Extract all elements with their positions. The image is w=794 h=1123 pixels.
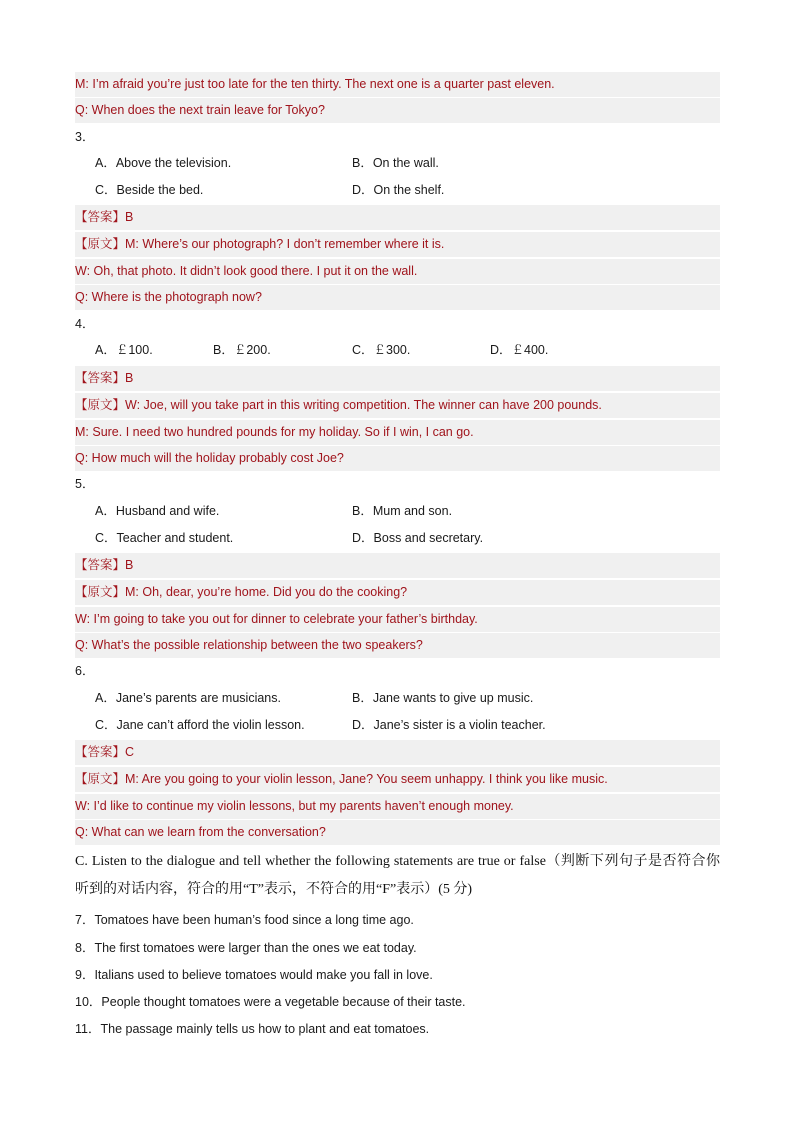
- answer-tag: 【答案】: [75, 371, 126, 385]
- script-tag: 【原文】: [75, 772, 126, 786]
- q4-script-line-1: [75, 393, 720, 418]
- q5-script-line-1: [75, 580, 720, 605]
- answer-tag: 【答案】: [75, 558, 126, 572]
- q3-option-b: B．On the wall.: [352, 156, 439, 170]
- q4-option-a: A．￡100.: [95, 343, 153, 357]
- question-5-number: 5．: [75, 477, 95, 491]
- q4-script-line-2: M: Sure. I need two hundred pounds for my holiday. So if I win, I can go.: [75, 420, 720, 445]
- q5-answer: [75, 553, 720, 578]
- q6-option-a: A．Jane’s parents are musicians.: [95, 691, 281, 705]
- q5-script-line-2: W: I’m going to take you out for dinner to celebrate your father’s birthday.: [75, 607, 720, 632]
- q3-option-c: C．Beside the bed.: [95, 183, 204, 197]
- q6-script-line-2: W: I’d like to continue my violin lessons, but my parents haven’t enough money.: [75, 794, 720, 819]
- q3-option-d: D．On the shelf.: [352, 183, 445, 197]
- statement-7: 7．Tomatoes have been human’s food since a long time ago.: [75, 913, 414, 927]
- q4-option-c: C．￡300.: [352, 343, 411, 357]
- question-4-number: 4．: [75, 317, 95, 331]
- script-line-q: Q: When does the next train leave for Tokyo?: [75, 98, 720, 123]
- q5-option-d: D．Boss and secretary.: [352, 531, 484, 545]
- statement-8: 8．The first tomatoes were larger than the ones we eat today.: [75, 941, 417, 955]
- q4-option-d: D．￡400.: [490, 343, 549, 357]
- q3-script-line-3: Q: Where is the photograph now?: [75, 285, 720, 310]
- q6-script-line-1: [75, 767, 720, 792]
- script-text: M: Where’s our photograph? I don’t remember where it is.: [125, 237, 445, 251]
- script-tag: 【原文】: [75, 585, 126, 599]
- q6-script-line-3: Q: What can we learn from the conversation?: [75, 820, 720, 845]
- q6-answer: [75, 740, 720, 765]
- question-3-number: 3．: [75, 130, 95, 144]
- answer-value: C: [125, 745, 135, 759]
- q3-answer: [75, 205, 720, 230]
- statement-11: 11．The passage mainly tells us how to plant and eat tomatoes.: [75, 1022, 430, 1036]
- script-tag: 【原文】: [75, 398, 126, 412]
- script-text: M: Are you going to your violin lesson, Jane? You seem unhappy. I think you like music.: [125, 772, 608, 786]
- q5-option-a: A．Husband and wife.: [95, 504, 220, 518]
- script-line-m: M: I’m afraid you’re just too late for the ten thirty. The next one is a quarter past eleven.: [75, 72, 720, 97]
- q3-script-line-1: [75, 232, 720, 257]
- answer-value: B: [125, 210, 134, 224]
- q6-option-c: C．Jane can’t afford the violin lesson.: [95, 718, 305, 732]
- statement-9: 9．Italians used to believe tomatoes would make you fall in love.: [75, 968, 433, 982]
- q3-script-line-2: W: Oh, that photo. It didn’t look good there. I put it on the wall.: [75, 259, 720, 284]
- q4-script-line-3: Q: How much will the holiday probably cost Joe?: [75, 446, 720, 471]
- q6-option-d: D．Jane’s sister is a violin teacher.: [352, 718, 546, 732]
- q3-option-a: A．Above the television.: [95, 156, 232, 170]
- q5-script-line-3: Q: What’s the possible relationship between the two speakers?: [75, 633, 720, 658]
- script-text: W: Joe, will you take part in this writing competition. The winner can have 200 pounds.: [125, 398, 602, 412]
- question-6-number: 6．: [75, 664, 95, 678]
- answer-value: B: [125, 371, 134, 385]
- q5-option-c: C．Teacher and student.: [95, 531, 234, 545]
- q4-answer: [75, 366, 720, 391]
- q5-option-b: B．Mum and son.: [352, 504, 453, 518]
- answer-tag: 【答案】: [75, 745, 126, 759]
- q6-option-b: B．Jane wants to give up music.: [352, 691, 534, 705]
- answer-tag: 【答案】: [75, 210, 126, 224]
- statement-10: 10．People thought tomatoes were a vegetable because of their taste.: [75, 995, 466, 1009]
- q4-option-b: B．￡200.: [213, 343, 271, 357]
- script-text: M: Oh, dear, you’re home. Did you do the cooking?: [125, 585, 408, 599]
- section-c-heading: C. Listen to the dialogue and tell whether the following statements are true or false（判断下列句子是否符合你听到的对话内容，符合的用“T”表示，不符合的用“F”表示）(5 分): [75, 854, 720, 897]
- script-tag: 【原文】: [75, 237, 126, 251]
- answer-value: B: [125, 558, 134, 572]
